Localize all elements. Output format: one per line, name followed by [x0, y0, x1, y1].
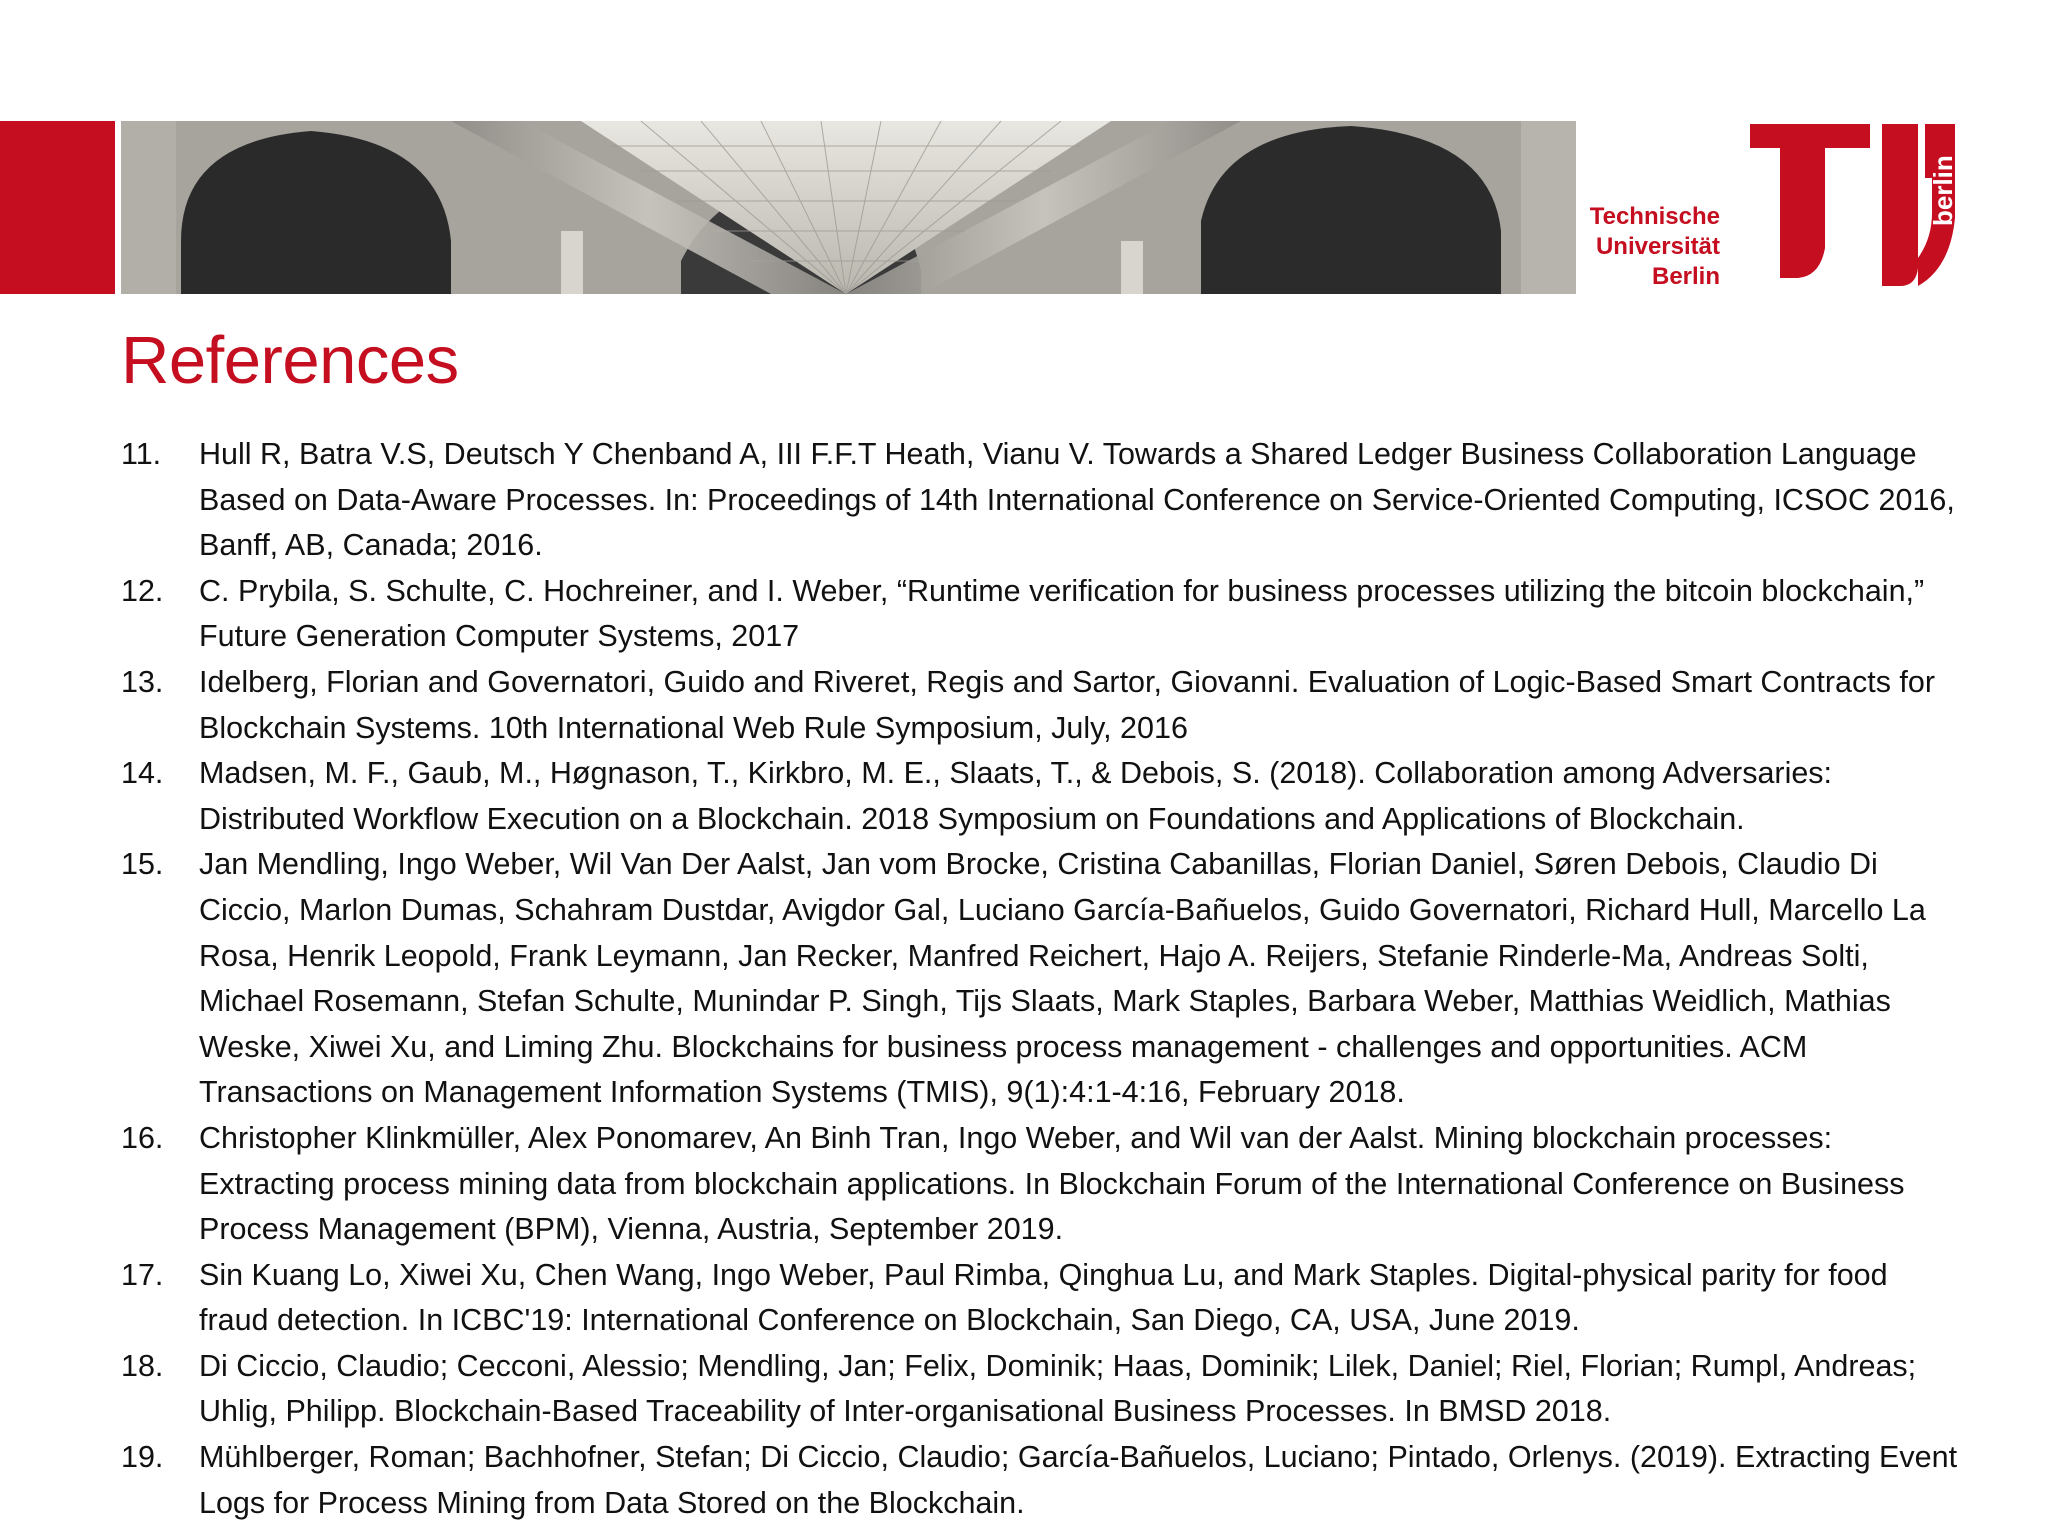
- reference-text: Mühlberger, Roman; Bachhofner, Stefan; Di Ciccio, Claudio; García-Bañuelos, Luciano; Pintado, Orlenys. (2019). Extracting Event Logs for Process Mining from Data Stored on the Blockchain.: [199, 1440, 1958, 1520]
- reference-number: 11.: [121, 437, 162, 471]
- logo-text-line3: Berlin: [1651, 263, 1720, 290]
- reference-item: [121, 751, 1961, 842]
- reference-text: Hull R, Batra V.S, Deutsch Y Chenband A, III F.F.T Heath, Vianu V. Towards a Shared Ledger Business Collaboration Language Based on Data-Aware Processes. In: Proceedings of 14th International Conference on Service-Oriented Computing, ICSOC 2016, Banff, AB, Canada; 2016.: [199, 437, 1955, 563]
- reference-text: Christopher Klinkmüller, Alex Ponomarev, An Binh Tran, Ingo Weber, and Wil van der Aalst. Mining blockchain processes: Extracting process mining data from blockchain applications. In Blockchain Forum of the International Conference on Business Process Management (BPM), Vienna, Austria, September 2019.: [199, 1120, 1905, 1247]
- reference-item: [121, 660, 1961, 751]
- header-banner-image: [121, 121, 1576, 294]
- logo-text-line1: Technische: [1589, 203, 1720, 230]
- reference-number: 17.: [121, 1257, 164, 1292]
- reference-item: [121, 1253, 1961, 1344]
- reference-item: [121, 1435, 1961, 1526]
- reference-number: 16.: [121, 1120, 164, 1155]
- tu-berlin-logo: [1589, 118, 1960, 308]
- reference-item: [121, 569, 1961, 660]
- reference-text: Madsen, M. F., Gaub, M., Høgnason, T., Kirkbro, M. E., Slaats, T., & Debois, S. (2018). Collaboration among Adversaries: Distributed Workflow Execution on a Blockchain. 2018 Symposium on Foundations and Applications of Blockchain.: [199, 756, 1833, 836]
- reference-number: 15.: [121, 847, 164, 882]
- reference-text: Di Ciccio, Claudio; Cecconi, Alessio; Mendling, Jan; Felix, Dominik; Haas, Dominik; Lilek, Daniel; Riel, Florian; Rumpl, Andreas; Uhlig, Philipp. Blockchain-Based Traceability of Inter-organisational Business Processes. In BMSD 2018.: [199, 1348, 1917, 1429]
- reference-number: 14.: [121, 756, 164, 791]
- reference-number: 19.: [121, 1440, 164, 1475]
- logo-text-line2: Universität: [1595, 233, 1720, 260]
- reference-number: 12.: [121, 573, 164, 608]
- page-title: References: [121, 323, 459, 398]
- reference-item: [121, 432, 1961, 569]
- reference-text: Jan Mendling, Ingo Weber, Wil Van Der Aalst, Jan vom Brocke, Cristina Cabanillas, Florian Daniel, Søren Debois, Claudio Di Ciccio, Marlon Dumas, Schahram Dustdar, Avigdor Gal, Luciano García-Bañuelos, Guido Governatori, Richard Hull, Marcello La Rosa, Henrik Leopold, Frank Leymann, Jan Recker, Manfred Reichert, Hajo A. Reijers, Stefanie Rinderle-Ma, Andreas Solti, Michael Rosemann, Stefan Schulte, Munindar P. Singh, Tijs Slaats, Mark Staples, Barbara Weber, Matthias Weidlich, Mathias Weske, Xiwei Xu, and Liming Zhu. Blockchains for business process management - challenges and opportunities. ACM Transactions on Management Information Systems (TMIS), 9(1):4:1-4:16, February 2018.: [199, 847, 1926, 1110]
- reference-text: C. Prybila, S. Schulte, C. Hochreiner, and I. Weber, “Runtime verification for business processes utilizing the bitcoin blockchain,” Future Generation Computer Systems, 2017: [199, 573, 1925, 654]
- reference-item: [121, 1344, 1961, 1435]
- reference-text: Idelberg, Florian and Governatori, Guido and Riveret, Regis and Sartor, Giovanni. Evaluation of Logic-Based Smart Contracts for Blockchain Systems. 10th International Web Rule Symposium, July, 2016: [199, 664, 1936, 745]
- reference-number: 13.: [121, 664, 164, 699]
- logo-side-text: berlin: [1928, 155, 1958, 226]
- reference-item: [121, 842, 1961, 1116]
- reference-list: [121, 432, 1961, 1526]
- reference-number: 18.: [121, 1348, 164, 1383]
- header-red-block: [0, 121, 115, 294]
- reference-item: [121, 1116, 1961, 1253]
- reference-text: Sin Kuang Lo, Xiwei Xu, Chen Wang, Ingo Weber, Paul Rimba, Qinghua Lu, and Mark Staples. Digital-physical parity for food fraud detection. In ICBC'19: International Conference on Blockchain, San Diego, CA, USA, June 2019.: [199, 1257, 1888, 1338]
